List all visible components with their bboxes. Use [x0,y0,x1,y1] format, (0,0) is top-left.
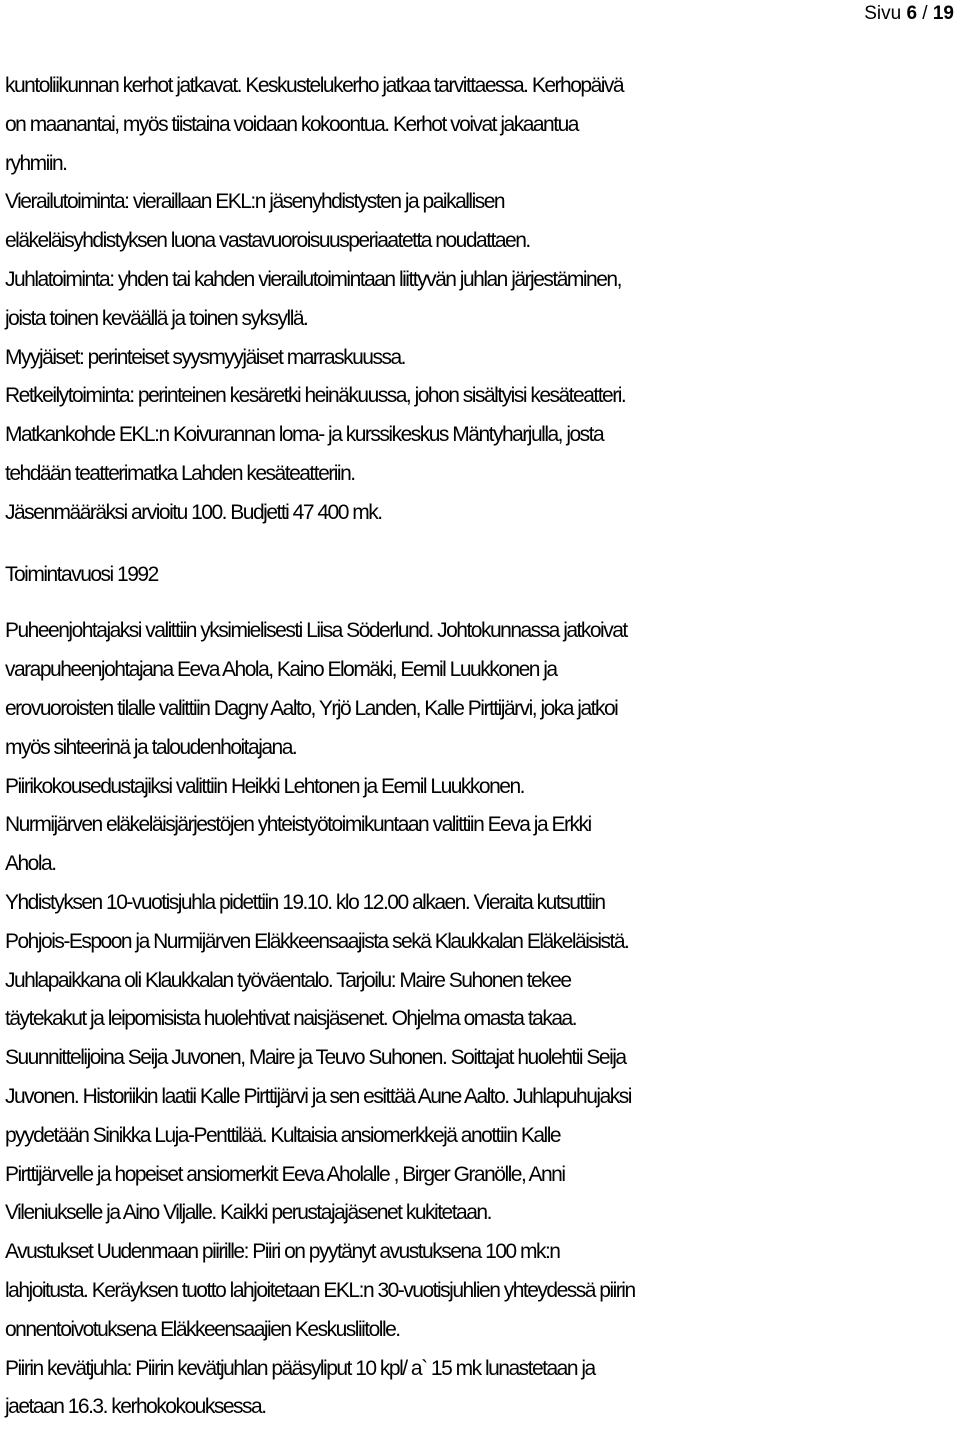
total-pages: 19 [932,3,954,24]
text-line: ryhmiin. [5,151,67,175]
page-prefix: Sivu [864,3,902,24]
page-number [864,3,954,25]
text-line: onnentoivotuksena Eläkkeensaajien Keskusliitolle. [5,1317,400,1341]
section-year-1992 [5,612,957,1427]
text-line: eläkeläisyhdistyksen luona vastavuoroisuusperiaatetta noudattaen. [5,229,530,253]
text-line: Suunnittelijoina Seija Juvonen, Maire ja Teuvo Suhonen. Soittajat huolehtii Seija [5,1046,626,1070]
text-line: lahjoitusta. Keräyksen tuotto lahjoitetaan EKL:n 30-vuotisjuhlien yhteydessä piirin [5,1278,635,1302]
page-separator: / [922,3,928,24]
text-line: Retkeilytoiminta: perinteinen kesäretki heinäkuussa, johon sisältyisi kesäteatteri. [5,384,626,408]
text-line: Juhlapaikkana oli Klaukkalan työväentalo. Tarjoilu: Maire Suhonen tekee [5,968,571,992]
text-line: Pohjois-Espoon ja Nurmijärven Eläkkeensaajista sekä Klaukkalan Eläkeläisistä. [5,929,629,953]
text-line: Nurmijärven eläkeläisjärjestöjen yhteistyötoimikuntaan valittiin Eeva ja Erkki [5,813,591,837]
document-body [5,67,957,1427]
text-line: jaetaan 16.3. kerhokokouksessa. [5,1395,266,1419]
text-line: joista toinen keväällä ja toinen syksyllä. [5,306,308,330]
text-line: Juhlatoiminta: yhden tai kahden vierailutoimintaan liittyvän juhlan järjestäminen, [5,267,621,291]
text-line: Matkankohde EKL:n Koivurannan loma- ja kurssikeskus Mäntyharjulla, josta [5,423,604,447]
text-line: täytekakut ja leipomisista huolehtivat naisjäsenet. Ohjelma omasta takaa. [5,1007,577,1031]
text-line: Juvonen. Historiikin laatii Kalle Pirttijärvi ja sen esittää Aune Aalto. Juhlapuhujaksi [5,1084,631,1108]
section-plans [5,67,957,533]
text-line: erovuoroisten tilalle valittiin Dagny Aalto, Yrjö Landen, Kalle Pirttijärvi, joka jatkoi [5,696,618,720]
text-line: varapuheenjohtajana Eeva Ahola, Kaino Elomäki, Eemil Luukkonen ja [5,658,557,682]
text-line: Myyjäiset: perinteiset syysmyyjäiset marraskuussa. [5,345,405,369]
text-line: Yhdistyksen 10-vuotisjuhla pidettiin 19.10. klo 12.00 alkaen. Vieraita kutsuttiin [5,890,605,914]
text-line: Avustukset Uudenmaan piirille: Piiri on pyytänyt avustuksena 100 mk:n [5,1240,560,1264]
text-line: on maanantai, myös tiistaina voidaan kokoontua. Kerhot voivat jakaantua [5,112,578,136]
text-line: Vierailutoiminta: vieraillaan EKL:n jäsenyhdistysten ja paikallisen [5,190,505,214]
text-line: pyydetään Sinikka Luja-Penttilää. Kultaisia ansiomerkkejä anottiin Kalle [5,1123,561,1147]
text-line: Puheenjohtajaksi valittiin yksimielisesti Liisa Söderlund. Johtokunnassa jatkoivat [5,619,627,643]
section-heading: Toimintavuosi 1992 [5,562,158,586]
text-line: Pirttijärvelle ja hopeiset ansiomerkit Eeva Aholalle , Birger Granölle, Anni [5,1162,565,1186]
text-line: Jäsenmääräksi arvioitu 100. Budjetti 47 400 mk. [5,500,382,524]
text-line: Piirikokousedustajiksi valittiin Heikki Lehtonen ja Eemil Luukkonen. [5,774,524,798]
text-line: kuntoliikunnan kerhot jatkavat. Keskustelukerho jatkaa tarvittaessa. Kerhopäivä [5,74,624,97]
text-line: myös sihteerinä ja taloudenhoitajana. [5,735,297,759]
text-line: Piirin kevätjuhla: Piirin kevätjuhlan pääsyliput 10 kpl/ a` 15 mk lunastetaan ja [5,1356,595,1380]
text-line: Ahola. [5,852,56,876]
text-line: Vileniukselle ja Aino Viljalle. Kaikki perustajajäsenet kukitetaan. [5,1201,491,1225]
text-line: tehdään teatterimatka Lahden kesäteatteriin. [5,461,355,485]
current-page: 6 [906,3,918,24]
